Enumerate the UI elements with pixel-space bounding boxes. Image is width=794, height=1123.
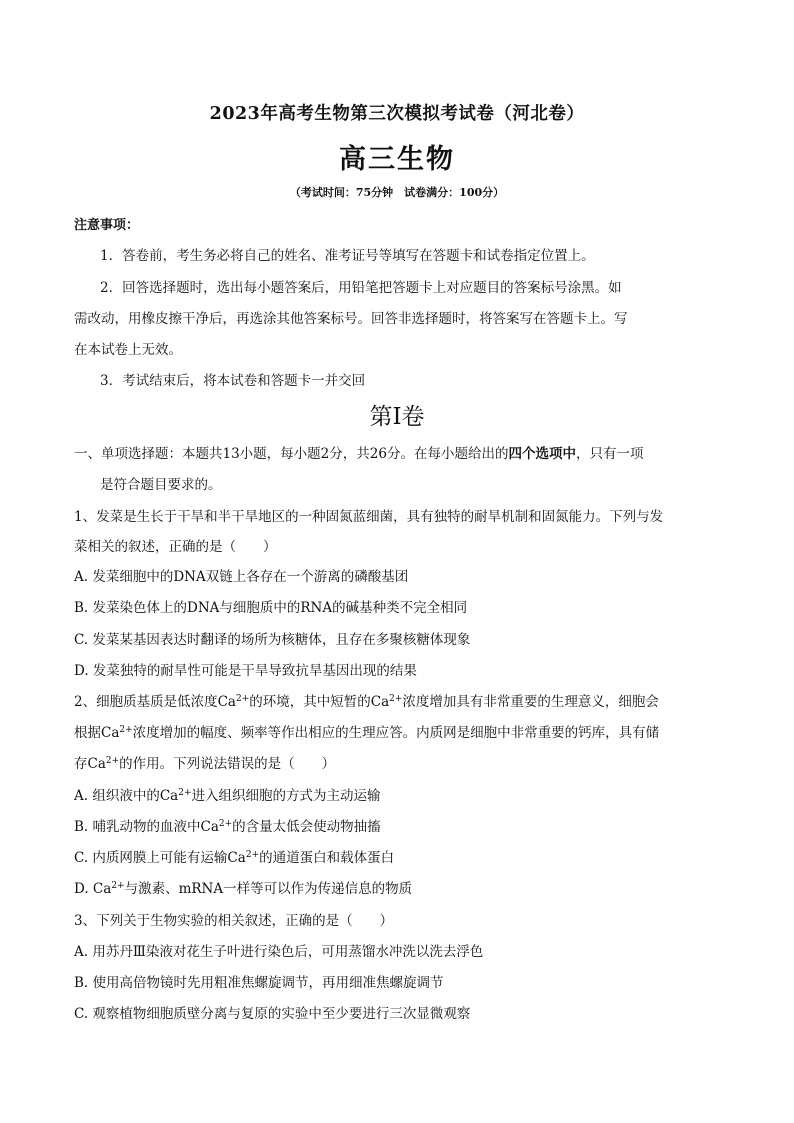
exam-info: （考试时间：75分钟 试卷满分：100分）: [289, 186, 505, 199]
q1-stem-line-2: 菜相关的叙述，正确的是（ ）: [74, 539, 277, 555]
q1-option-d: D. 发菜独特的耐旱性可能是干旱导致抗旱基因出现的结果: [74, 663, 417, 679]
q2-option-a: A. 组织液中的$Ca^{2+}$进入组织细胞的方式为主动运输: [74, 788, 381, 804]
notice-heading: 注意事项：: [74, 218, 140, 233]
q3-stem: 3、下列关于生物实验的相关叙述，正确的是（ ）: [74, 913, 394, 929]
notice-item-3: 3．考试结束后，将本试卷和答题卡一并交回: [100, 373, 366, 389]
q3-option-b: B. 使用高倍物镜时先用粗准焦螺旋调节，再用细准焦螺旋调节: [74, 975, 444, 991]
q2-option-d: D. $Ca^{2+}$与激素、mRNA一样等可以作为传递信息的物质: [74, 881, 413, 897]
q1-stem-line-1: 1、发菜是生长于干旱和半干旱地区的一种固氮蓝细菌，具有独特的耐旱机制和固氮能力。下列与发: [74, 509, 664, 525]
q2-option-b: B. 哺乳动物的血液中$Ca^{2+}$的含量太低会使动物抽搐: [74, 819, 381, 835]
q1-option-c: C. 发菜某基因表达时翻译的场所为核糖体，且存在多聚核糖体现象: [74, 632, 471, 648]
notice-item-2-line-2: 需改动，用橡皮擦干净后，再选涂其他答案标号。回答非选择题时，将答案写在答题卡上。写: [74, 311, 628, 327]
subject-title: 高三生物: [339, 144, 455, 175]
instruction-text: 一、单项选择题：本题共13小题，每小题2分，共26分。在每小题给出的: [74, 446, 509, 462]
section-instruction-line-1: [74, 444, 643, 464]
q2-stem-line-2: 根据$Ca^{2+}$浓度增加的幅度、频率等作出相应的生理应答。内质网是细胞中非常重要的钙库，具有储: [74, 725, 660, 741]
q2-stem-line-3: 存$Ca^{2+}$的作用。下列说法错误的是（ ）: [74, 756, 336, 772]
section-instruction-line-2: 是符合题目要求的。: [100, 477, 222, 493]
section-title: 第Ⅰ卷: [369, 404, 425, 430]
q3-option-a: A. 用苏丹Ⅲ染液对花生子叶进行染色后，可用蒸馏水冲洗以洗去浮色: [74, 944, 484, 960]
exam-title: 2023年高考生物第三次模拟考试卷（河北卷）: [209, 104, 585, 124]
notice-item-2-line-3: 在本试卷上无效。: [74, 342, 182, 358]
notice-item-1: 1．答卷前，考生务必将自己的姓名、准考证号等填写在答题卡和试卷指定位置上。: [100, 248, 595, 264]
q3-option-c: C. 观察植物细胞质壁分离与复原的实验中至少要进行三次显微观察: [74, 1006, 471, 1022]
instruction-emphasis: 四个选项中: [508, 446, 576, 462]
q2-stem-line-1: 2、细胞质基质是低浓度$Ca^{2+}$的环境，其中短暂的$Ca^{2+}$浓度增加具有非常重要的生理意义，细胞会: [74, 694, 659, 710]
q1-option-a: A. 发菜细胞中的DNA双链上各存在一个游离的磷酸基团: [74, 569, 409, 585]
notice-item-2-line-1: 2．回答选择题时，选出每小题答案后，用铅笔把答题卡上对应题目的答案标号涂黑。如: [100, 280, 622, 296]
q2-option-c: C. 内质网膜上可能有运输$Ca^{2+}$的通道蛋白和载体蛋白: [74, 850, 395, 866]
instruction-text-end: ，只有一项: [575, 446, 644, 462]
q1-option-b: B. 发菜染色体上的DNA与细胞质中的RNA的碱基种类不完全相同: [74, 600, 468, 616]
